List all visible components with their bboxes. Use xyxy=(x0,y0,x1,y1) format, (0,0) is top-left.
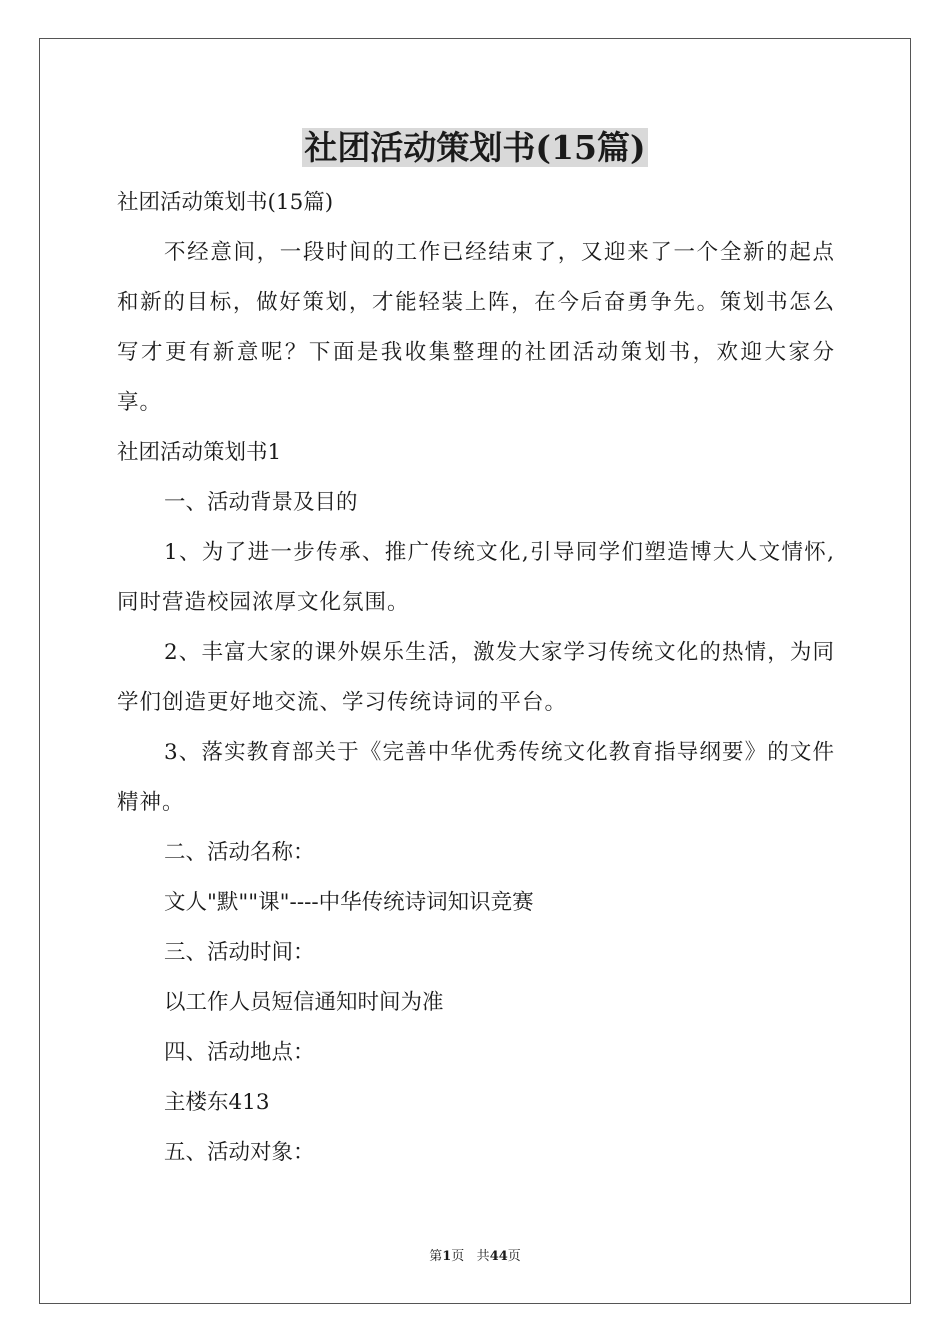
heading-activity-place: 四、活动地点： xyxy=(164,1040,315,1065)
page-total: 44 xyxy=(489,1249,508,1264)
page-current: 1 xyxy=(442,1249,452,1264)
purpose-point-3: 3、落实教育部关于《完善中华优秀传统文化教育指导纲要》的文件精神。 xyxy=(117,740,835,815)
document-title xyxy=(0,126,950,170)
section-heading: 社团活动策划书1 xyxy=(117,440,282,465)
page-footer xyxy=(0,1248,950,1266)
activity-name-value: 文人"默""课"----中华传统诗词知识竞赛 xyxy=(164,890,534,915)
page-prefix: 第 xyxy=(429,1249,443,1264)
total-prefix: 共 xyxy=(476,1249,490,1264)
total-unit: 页 xyxy=(507,1249,521,1264)
heading-background: 一、活动背景及目的 xyxy=(164,490,358,515)
document-body xyxy=(117,178,835,1178)
heading-activity-target: 五、活动对象： xyxy=(164,1140,315,1165)
page-unit: 页 xyxy=(451,1249,465,1264)
heading-activity-time: 三、活动时间： xyxy=(164,940,315,965)
intro-paragraph: 不经意间，一段时间的工作已经结束了，又迎来了一个全新的起点和新的目标，做好策划，才能轻装上阵，在今后奋勇争先。策划书怎么写才更有新意呢？下面是我收集整理的社团活动策划书，欢迎大家分享。 xyxy=(117,240,835,415)
purpose-point-1: 1、为了进一步传承、推广传统文化,引导同学们塑造博大人文情怀,同时营造校园浓厚文化氛围。 xyxy=(117,540,835,615)
subtitle-line: 社团活动策划书(15篇) xyxy=(117,190,334,215)
purpose-point-2: 2、丰富大家的课外娱乐生活，激发大家学习传统文化的热情，为同学们创造更好地交流、学习传统诗词的平台。 xyxy=(117,640,835,715)
activity-time-value: 以工作人员短信通知时间为准 xyxy=(164,990,444,1015)
document-title-text: 社团活动策划书(15篇) xyxy=(304,128,646,167)
heading-activity-name: 二、活动名称： xyxy=(164,840,315,865)
activity-place-value: 主楼东413 xyxy=(164,1090,270,1115)
